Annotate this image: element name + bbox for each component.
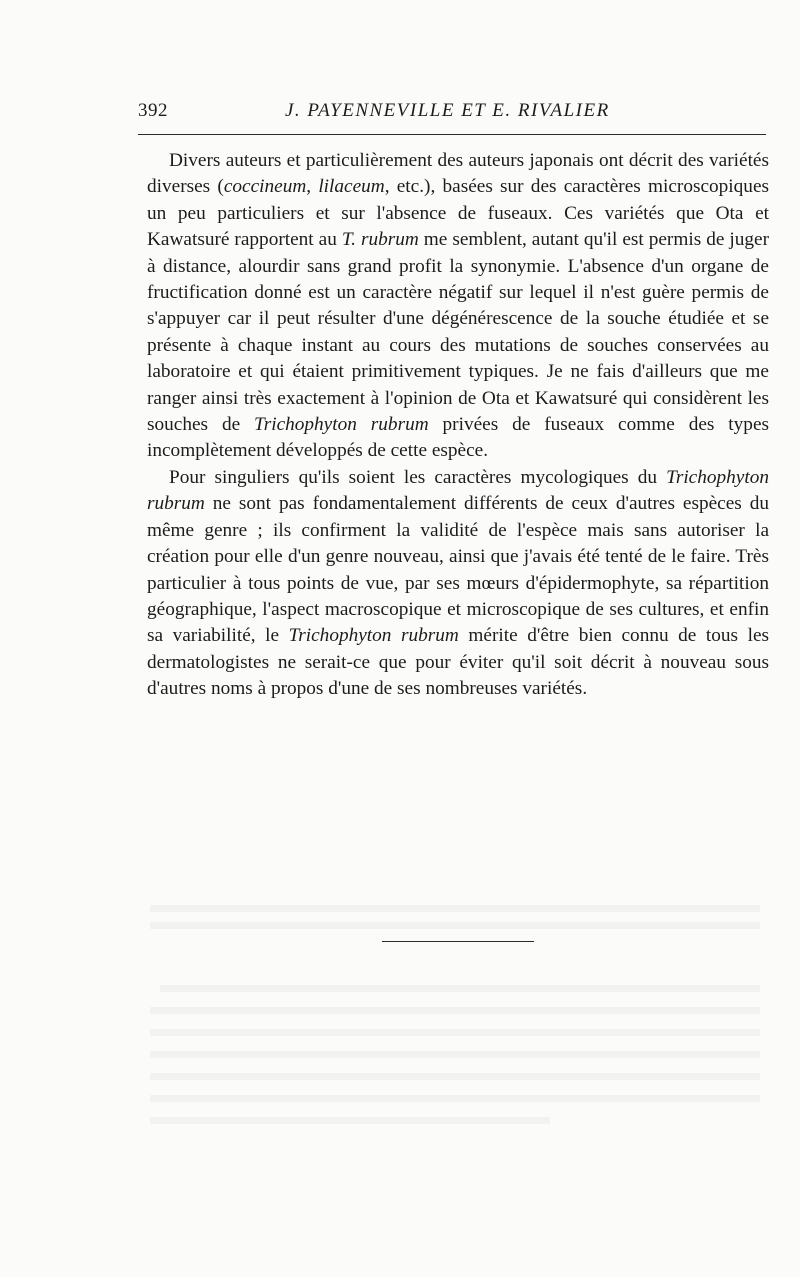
- show-through: [150, 1007, 760, 1014]
- paragraph-1: Divers auteurs et particulièrement des auteurs japonais ont décrit des variétés diverses (coccineum, lilaceum, etc.), basées sur des caractères microscopiques un peu particuliers et sur l'absence de fuseaux. Ces variétés que Ota et Kawatsuré rapportent au T. rubrum me semblent, autant qu'il est permis de juger à distance, alourdir sans grand profit la synonymie. L'absence d'un organe de fructification donné est un caractère négatif sur lequel il n'est guère permis de s'appuyer car il peut résulter d'une dégénérescence de la souche étudiée et se présente à chaque instant au cours des mutations de souches conservées au laboratoire et qui étaient primitivement typiques. Je ne fais d'ailleurs que me ranger ainsi très exactement à l'opinion de Ota et Kawatsuré qui considèrent les souches de Trichophyton rubrum privées de fuseaux comme des types incomplètement développés de cette espèce.: [147, 150, 770, 462]
- italic-term: coccineum: [223, 176, 307, 198]
- show-through: [150, 905, 760, 912]
- body-text: [147, 148, 769, 703]
- italic-term: lilaceum: [318, 176, 385, 198]
- italic-term: Trichophyton rubrum: [254, 414, 429, 436]
- header-rule: [138, 134, 766, 135]
- show-through: [150, 1073, 760, 1080]
- italic-term: Trichophyton rubrum: [147, 466, 769, 515]
- show-through: [150, 1051, 760, 1058]
- italic-term: Trichophyton rubrum: [288, 625, 459, 647]
- show-through: [150, 1095, 760, 1102]
- page-number: 392: [138, 100, 168, 121]
- running-head: J. PAYENNEVILLE ET E. RIVALIER: [285, 100, 610, 121]
- show-through: [150, 1117, 550, 1124]
- show-through: [150, 922, 760, 929]
- show-through: [150, 1029, 760, 1036]
- show-through: [160, 985, 760, 992]
- section-end-rule: [382, 941, 534, 942]
- paragraph-2: Pour singuliers qu'ils soient les caractères mycologiques du Trichophyton rubrum ne sont pas fondamentalement différents de ceux d'autres espèces du même genre ; ils confirment la validité de l'espèce mais sans autoriser la création pour elle d'un genre nouveau, ainsi que j'avais été tenté de le faire. Très particulier à tous points de vue, par ses mœurs d'épidermophyte, sa répartition géographique, l'aspect macroscopique et microscopique de ses cultures, et enfin sa variabilité, le Trichophyton rubrum mérite d'être bien connu de tous les dermatologistes ne serait-ce que pour éviter qu'il soit décrit à nouveau sous d'autres noms à propos d'une de ses nombreuses variétés.: [147, 466, 770, 700]
- italic-term: T. rubrum: [341, 229, 419, 251]
